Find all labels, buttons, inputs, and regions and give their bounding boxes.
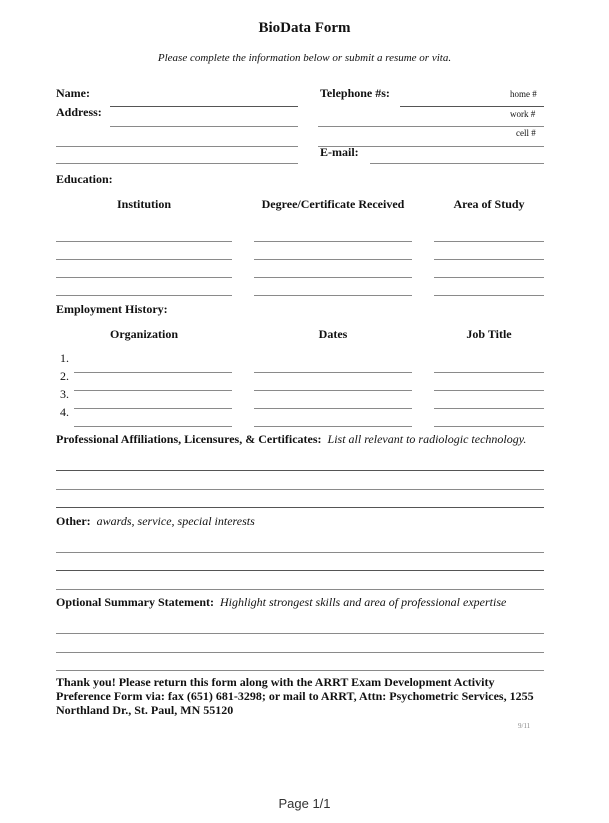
employment-dates-field[interactable]	[254, 426, 412, 427]
employment-col-organization: Organization	[110, 327, 178, 341]
employment-dates-field[interactable]	[254, 390, 412, 391]
education-col-institution: Institution	[116, 197, 172, 211]
revision-date: 9/11	[518, 722, 531, 730]
other-hint: awards, service, special interests	[96, 514, 255, 528]
employment-row-number: 4.	[60, 405, 69, 419]
education-area-field[interactable]	[434, 241, 544, 242]
affiliations-heading-text: Professional Affiliations, Licensures, & Certificates:	[56, 432, 322, 446]
form-instructions: Please complete the information below or submit a resume or vita.	[157, 52, 452, 64]
home-phone-label: home #	[510, 89, 537, 99]
form-title: BioData Form	[258, 20, 351, 36]
summary-heading	[56, 595, 506, 610]
other-heading-text: Other:	[56, 514, 91, 528]
employment-job-title-field[interactable]	[434, 390, 544, 391]
education-area-field[interactable]	[434, 259, 544, 260]
employment-organization-field[interactable]	[74, 372, 232, 373]
employment-row-number: 1.	[60, 351, 69, 365]
name-label: Name:	[56, 86, 90, 100]
employment-organization-field[interactable]	[74, 426, 232, 427]
address-label: Address:	[56, 105, 102, 119]
employment-heading: Employment History:	[56, 302, 168, 316]
employment-job-title-field[interactable]	[434, 426, 544, 427]
education-institution-field[interactable]	[56, 259, 232, 260]
affiliations-field-1[interactable]	[56, 470, 544, 471]
other-heading	[56, 514, 255, 529]
employment-row-number: 2.	[60, 369, 69, 383]
education-degree-field[interactable]	[254, 295, 412, 296]
summary-field-3[interactable]	[56, 670, 544, 671]
employment-organization-field[interactable]	[74, 390, 232, 391]
work-phone-label: work #	[510, 109, 536, 119]
education-institution-field[interactable]	[56, 241, 232, 242]
employment-col-dates: Dates	[318, 327, 348, 341]
other-field-1[interactable]	[56, 552, 544, 553]
address-field-2[interactable]	[56, 146, 298, 147]
education-institution-field[interactable]	[56, 295, 232, 296]
education-area-field[interactable]	[434, 295, 544, 296]
education-heading: Education:	[56, 172, 113, 186]
cell-phone-label: cell #	[516, 128, 536, 138]
affiliations-field-3[interactable]	[56, 507, 544, 508]
education-degree-field[interactable]	[254, 241, 412, 242]
summary-heading-text: Optional Summary Statement:	[56, 595, 214, 609]
education-col-degree: Degree/Certificate Received	[261, 197, 405, 211]
summary-hint: Highlight strongest skills and area of professional expertise	[220, 595, 507, 609]
address-field-1[interactable]	[110, 126, 298, 127]
home-phone-field[interactable]	[400, 106, 544, 107]
employment-dates-field[interactable]	[254, 372, 412, 373]
other-field-2[interactable]	[56, 570, 544, 571]
telephone-label: Telephone #s:	[320, 86, 390, 100]
work-phone-field[interactable]	[318, 126, 544, 127]
other-field-3[interactable]	[56, 589, 544, 590]
employment-organization-field[interactable]	[74, 408, 232, 409]
summary-field-1[interactable]	[56, 633, 544, 634]
affiliations-field-2[interactable]	[56, 489, 544, 490]
education-col-area: Area of Study	[453, 197, 525, 211]
employment-dates-field[interactable]	[254, 408, 412, 409]
education-degree-field[interactable]	[254, 277, 412, 278]
employment-row-number: 3.	[60, 387, 69, 401]
employment-job-title-field[interactable]	[434, 372, 544, 373]
education-area-field[interactable]	[434, 277, 544, 278]
employment-job-title-field[interactable]	[434, 408, 544, 409]
name-field[interactable]	[110, 106, 298, 107]
address-field-3[interactable]	[56, 163, 298, 164]
education-institution-field[interactable]	[56, 277, 232, 278]
affiliations-hint: List all relevant to radiologic technology.	[327, 432, 527, 446]
return-instructions: Thank you! Please return this form along with the ARRT Exam Development Activity Preference Form via: fax (651) 681-3298; or mail to ARRT, Attn: Psychometric Services, 1255 Northland Dr., St. Paul, MN 55120	[56, 675, 534, 717]
employment-col-job-title: Job Title	[466, 327, 512, 341]
education-degree-field[interactable]	[254, 259, 412, 260]
email-label: E-mail:	[320, 145, 359, 159]
page-indicator: Page 1/1	[278, 796, 331, 811]
summary-field-2[interactable]	[56, 652, 544, 653]
email-field[interactable]	[370, 163, 544, 164]
affiliations-heading	[56, 432, 526, 447]
